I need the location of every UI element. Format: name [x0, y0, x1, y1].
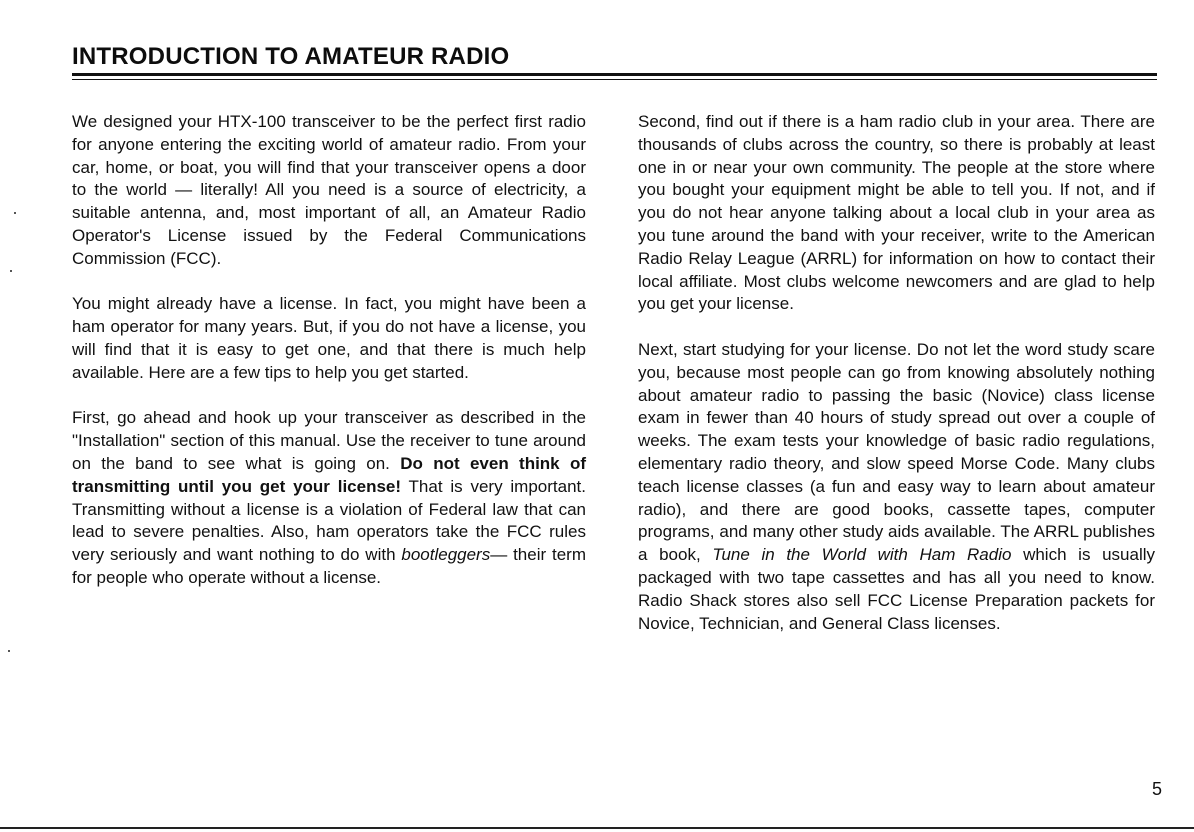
first-tip-paragraph: [72, 407, 586, 589]
second-tip-paragraph: Second, find out if there is a ham radio club in your area. There are thousands of clubs across the country, so there is probably at least one in or near your own community. The people at the store where you bought your equipment might be able to tell you. If not, and if you do not hear anyone talking about a local club in your area as you tune around the band with your receiver, write to the American Radio Relay League (ARRL) for information on how to contact their local affiliate. Most clubs welcome newcomers and are glad to help you get your license.: [638, 112, 1155, 314]
next-tip-text-b: which is usually packaged with two tape cassettes and has all you need to know. Radio Shack stores also sell FCC License Preparation packets for Novice, Technician, and General Class licenses.: [638, 545, 1156, 633]
bottom-rule: [0, 827, 1194, 829]
first-tip-text-c: — their term for people who operate without a license.: [72, 545, 586, 587]
next-tip-paragraph: [638, 339, 1155, 635]
right-column: [638, 111, 1155, 635]
first-tip-text-b: That is very important. Transmitting without a license is a violation of Federal law that can lead to severe penalties. Also, ham operators take the FCC rules very seriously and want nothing to do with: [72, 476, 586, 565]
first-tip-text-a: First, go ahead and hook up your transceiver as described in the "Installation" section of this manual. Use the receiver to tune around on the band to see what is going on.: [72, 408, 586, 473]
intro-paragraph: We designed your HTX-100 transceiver to be the perfect first radio for anyone entering the exciting world of amateur radio. From your car, home, or boat, you will find that your transceiver opens a door to the world — literally! All you need is a source of electricity, a suitable antenna, and, most important of all, an Amateur Radio Operator's License issued by the Federal Communications Commission (FCC).: [72, 112, 586, 268]
bootleggers-term: bootleggers: [401, 545, 491, 565]
next-tip-text-a: Next, start studying for your license. Do not let the word study scare you, because most people can go from knowing absolutely nothing about amateur radio to passing the basic (Novice) class license exam in fewer than 40 hours of study spread out over a couple of weeks. The exam tests your knowledge of basic radio regulations, elementary radio theory, and slow speed Morse Code. Many clubs teach license classes (a fun and easy way to learn about amateur radio), and there are good books, cassette tapes, computer programs, and many other study aids available. The ARRL publishes a book,: [638, 339, 1155, 565]
page-title: INTRODUCTION TO AMATEUR RADIO: [72, 43, 510, 70]
license-paragraph: You might already have a license. In fact, you might have been a ham operator for many years. But, if you do not have a license, you will find that it is easy to get one, and that there is much help available. Here are a few tips to help you get started.: [72, 294, 586, 382]
left-column: [72, 111, 586, 590]
first-tip-warning: Do not even think of transmitting until you get your license!: [72, 453, 586, 496]
title-underline-thick: [72, 73, 1157, 76]
scan-mark: [10, 270, 12, 272]
scan-mark: [14, 212, 16, 214]
page-number: 5: [1152, 779, 1163, 799]
book-title: Tune in the World with Ham Radio: [712, 545, 1012, 565]
title-underline-thin: [72, 79, 1157, 80]
scan-mark: [8, 650, 10, 652]
